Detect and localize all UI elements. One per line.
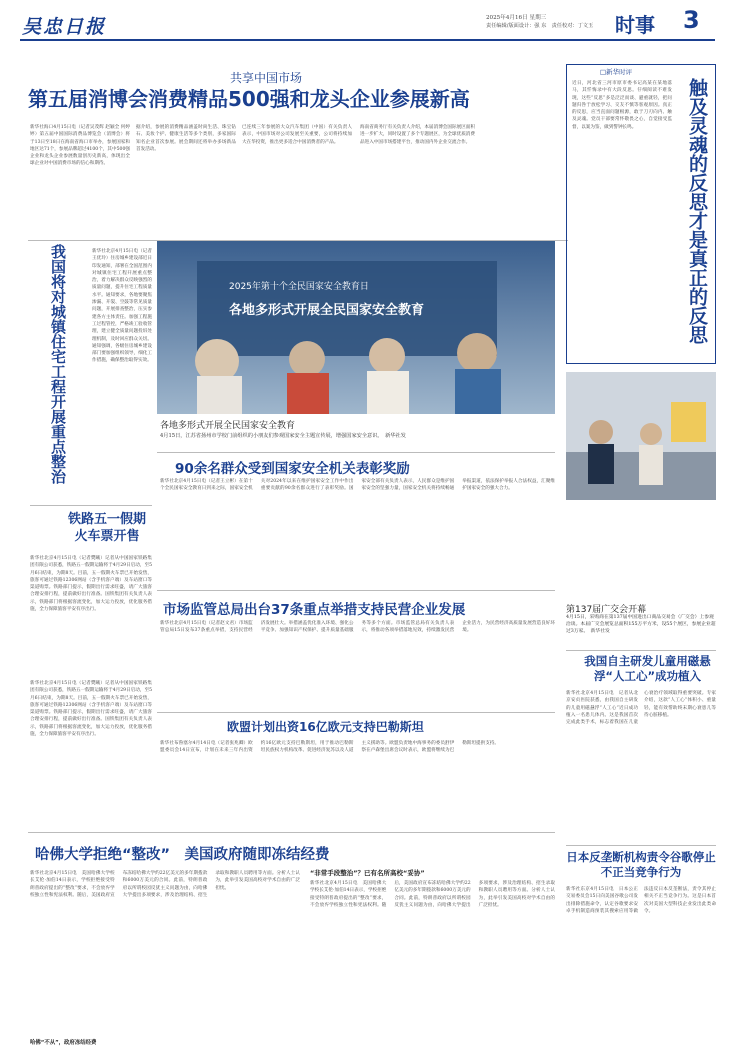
opinion-body: 近日，河北省三河市原市委书记高某在某地落马，其忏悔录中有大段反思。仔细阅读不难发现，这些“反思”多是泛泛而谈、避重就轻，把问题归咎于放松学习、交友不慎等客观原因。真正的反思，应当直面问题根源，敢于刀刃向内、触及灵魂。党员干部要常怀敬畏之心，自觉接受监督，以案为鉴，做到警钟长鸣。 [572, 81, 672, 130]
section-name: 时事 [615, 13, 655, 37]
lead-col-4: 海南省商务厅有关负责人介绍，本届消博会国际展区面积进一步扩大，同时设置了多个专题展区，为全球优质消费品进入中国市场搭建平台，推动国内外企业交流合作。 [360, 125, 475, 145]
lead-headline: 第五届消博会消费精品500强和龙头企业参展新高 [28, 87, 470, 111]
story7-body: 新华社东京4月15日电 日本公正交易委员会15日向美国谷歌公司发出排除措施命令，认定谷歌要求安卓手机制造商预装其搜索应用等做法违反日本反垄断法，责令其停止相关不正当竞争行为。这是日本首次对美国大型科技企业发出此类命令。 [566, 887, 716, 914]
left-col-continuation: 新华社北京4月15日电（记者樊曦）记者从中国国家铁路集团有限公司获悉，铁路五一假期运输将于4月29日启动，至5月6日结束，为期8天。目前，五一假期火车票已开始发售，旅客可通过铁路12306网站（含手机客户端）及车站窗口等渠道购票。铁路部门提示，假期出行需求旺盛，请广大旅客合理安排行程，提前做好出行准备。国铁集团有关负责人表示，铁路部门将根据客流变化，加大运力投放，优化服务措施，全力保障旅客平安有序出行。 [30, 681, 152, 738]
story8-body: 新华社北京4月15日电 美国哈佛大学校长艾伦·加伯14日表示，学校拒绝接受特朗普政府提出的“整改”要求，不会放弃学校独立性和宪法权利。随后，美国政府宣布冻结哈佛大学约22亿美元的多年期拨款和6000万美元的合同。此前，特朗普政府以所谓校园反犹主义问题为由，向哈佛大学提出多项要求，涉及治理结构、招生录取和教职人员聘用等方面。分析人士认为，此举引发美国高校对学术自由的广泛担忧。 [30, 871, 300, 898]
photo-banner-line1: 2025年第十个全民国家安全教育日 [229, 282, 369, 292]
staff-line: 责任编辑/版面设计：强 东 责任校对：丁文玉 [486, 23, 594, 29]
story2-body: 新华社北京4月15日电（记者樊曦）记者从中国国家铁路集团有限公司获悉，铁路五一假期运输将于4月29日启动，至5月6日结束，为期8天。目前，五一假期火车票已开始发售，旅客可通过铁路12306网站（含手机客户端）及车站窗口等渠道购票。铁路部门提示，假期出行需求旺盛，请广大旅客合理安排行程，提前做好出行准备。国铁集团有关负责人表示，铁路部门将根据客流变化，加大运力投放，优化服务措施，全力保障旅客平安有序出行。 [30, 556, 152, 613]
date-line: 2025年4月16日 星期三 [486, 15, 547, 21]
story4-headline: 90余名群众受到国家安全机关表彰奖励 [175, 461, 410, 477]
photo-banner-line2: 各地多形式开展全民国家安全教育 [229, 303, 425, 318]
rule-right-1 [566, 650, 716, 651]
newspaper-logo: 吴忠日报 [22, 16, 107, 38]
story1-body: 新华社北京4月15日电（记者王优玲）住房城乡建设部近日印发通知，部署在全国范围内对城镇住宅工程开展重点整治，着力解决群众反映强烈的质量问题，提升住宅工程质量水平。通知要求，各地要聚焦渗漏、开裂、空鼓等常见质量问题，开展排查整治，压实参建各方主体责任。加强工程施工过程管控，严格竣工验收管理，建立健全质量问题投诉处理机制，及时回应群众关切。通知强调，各级住房城乡建设部门要加强组织领导，细化工作措施，确保整治取得实效。 [92, 249, 152, 364]
story8-aside: 哈佛“不从”，政府冻结经费 [30, 1040, 97, 1046]
story8-subhead: “非常手段整治”？已有名所高校“妥协” [310, 869, 425, 877]
rule-mid-2 [157, 712, 555, 713]
story1-headline: 我国将对城镇住宅工程开展重点整治 [49, 244, 67, 484]
story3-headline: 市场监管总局出台37条重点举措支持民营企业发展 [163, 602, 466, 618]
rule-mid-1 [157, 590, 555, 591]
rule-photo-bottom [157, 452, 555, 453]
story6-body: 新华社北京4月15日电 记者从北京安贞医院获悉，由我国自主研发的儿童用磁悬浮“人工心”近日成功植入一名患儿体内。这是我国首次完成此类手术，标志着我国在儿童心衰治疗领域取得重要突破。专家介绍，这款“人工心”体积小、重量轻，能有效帮助终末期心衰患儿等待心脏移植。 [566, 691, 716, 726]
masthead-rule [20, 39, 715, 41]
page-number: 3 [683, 6, 700, 34]
story8-body-right: 新华社北京4月15日电 美国哈佛大学校长艾伦·加伯14日表示，学校拒绝接受特朗普政府提出的“整改”要求，不会放弃学校独立性和宪法权利。随后，美国政府宣布冻结哈佛大学约22亿美元的多年期拨款和6000万美元的合同。此前，特朗普政府以所谓校园反犹主义问题为由，向哈佛大学提出多项要求，涉及治理结构、招生录取和教职人员聘用等方面。分析人士认为，此举引发美国高校对学术自由的广泛担忧。 [310, 881, 555, 908]
canton-fair-photo [566, 372, 716, 500]
lead-kicker: 共享中国市场 [230, 71, 303, 85]
story6-headline: 我国自主研发儿童用磁悬浮“人工心”成功植入 [584, 654, 711, 683]
story2-headline: 铁路五一假期火车票开售 [67, 512, 146, 544]
rule-right-2 [566, 845, 716, 846]
photo-caption: 4月15日，江苏省扬州市学校门前组织的小朋友们参观国家安全主题宣传展，增强国家安全意识。 新华社发 [160, 433, 406, 439]
story7-headline: 日本反垄断机构责令谷歌停止不正当竞争行为 [566, 850, 716, 879]
lead-col-2: 据介绍，参展的消费精品涵盖时尚生活、珠宝钻石、美妆个护、健康生活等多个类别，多家国际知名企业首次参展。展会期间还将举办多场新品首发活动。 [136, 125, 236, 152]
story5-headline: 欧盟计划出资16亿欧元支持巴勒斯坦 [227, 720, 424, 734]
column-tag: □新华时评 [600, 68, 633, 76]
story3-body: 新华社北京4月15日电（记者赵文君）市场监管总局15日发布37条重点举措，支持民营经济发展壮大。举措涵盖优化准入环境、强化公平竞争、加强知识产权保护、提升质量基础服务等多个方面。市场监管总局有关负责人表示，将推动各项举措落地见效，持续激发民营企业活力，为民营经济高质量发展营造良好环境。 [160, 621, 555, 634]
story5-body: 新华社布鲁塞尔4月14日电（记者张兆卿）欧盟委员会14日宣布，计划在未来三年内出资约16亿欧元支持巴勒斯坦，用于推动巴勒斯坦民族权力机构改革、促进经济复苏以及人道主义援助等。欧盟负责地中海事务的委员舒伊察在卢森堡出席会议时表示，欧盟将继续为巴勒斯坦提供支持。 [160, 741, 500, 754]
lead-col-1: 新华社海口4月15日电（记者吴茂辉 赵颖全 何婷婷）第五届中国国际消费品博览会（消博会）将于13日至18日在海南省海口市举办，参展国家和地区达71个，参展品牌超过4100个，其中500强企业和龙头企业参展数量创历史新高，体现出全球企业对中国消费市场的信心和期待。 [30, 125, 130, 167]
fair-scene [566, 372, 716, 500]
story4-body: 新华社北京4月15日电（记者王立彬）在第十个全民国家安全教育日到来之际，国家安全机关对2024年以来在维护国家安全工作中作出重要贡献的90余名群众进行了表彰奖励。国家安全部有关负责人表示，人民群众是维护国家安全的坚强力量，国家安全机关将持续畅通举报渠道，依法保护举报人合法权益，汇聚维护国家安全的强大合力。 [160, 479, 555, 492]
story8-headline: 哈佛大学拒绝“整改” 美国政府随即冻结经费 [35, 847, 330, 863]
opinion-headline: 触及灵魂的反思才是真正的反思 [686, 78, 708, 344]
masthead [0, 0, 735, 46]
security-education-photo [157, 241, 555, 414]
photo-scene [157, 241, 555, 414]
fair-caption: 4月15日，采购商在第137届中国进出口商品交易会（广交会）上参观洽谈。本届广交会展览总面积155万平方米，设55个展区，参展企业超过3万家。 新华社发 [566, 615, 716, 634]
lead-col-3: 已连续三年参展的大众汽车集团（中国）有关负责人表示，中国市场对公司发展至关重要，公司将持续加大在华投资，推出更多适合中国消费者的产品。 [242, 125, 352, 145]
rule-left-1 [30, 505, 152, 506]
photo-title: 各地多形式开展全民国家安全教育 [160, 421, 296, 431]
rule-bottom-section [28, 832, 555, 833]
fair-headline: 第137届广交会开幕 [566, 605, 647, 615]
